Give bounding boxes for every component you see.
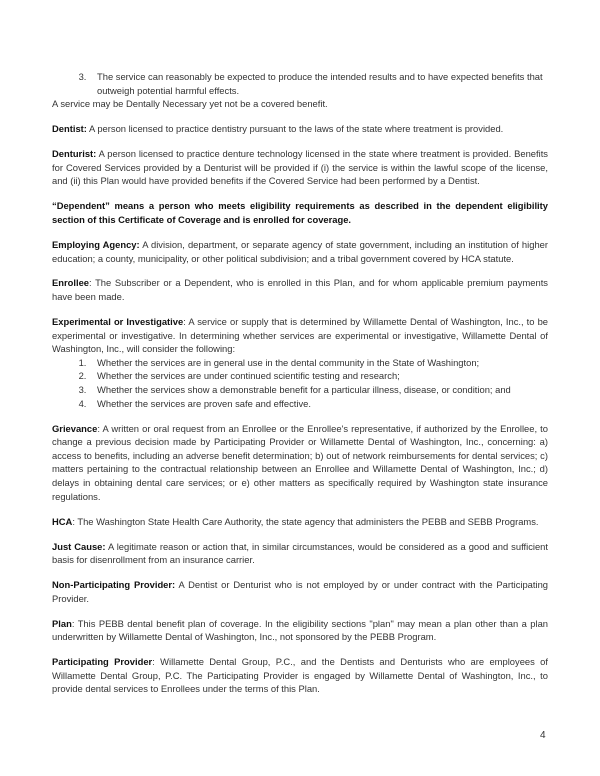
definition-paragraph (52, 617, 548, 644)
definition-paragraph (52, 422, 548, 504)
definition-text: : The Subscriber or a Dependent, who is enrolled in this Plan, and for whom applicable premium payments have been made. (52, 277, 548, 303)
definition-paragraph (52, 199, 548, 226)
definition-term: Denturist: (52, 148, 97, 160)
definition-paragraph (52, 315, 548, 356)
definition-paragraph (52, 276, 548, 303)
dental-necessity-list (52, 70, 548, 97)
definition-term: Experimental or Investigative (52, 316, 184, 328)
definition-text: A person licensed to practice dentistry pursuant to the laws of the state where treatment is provided. (86, 123, 504, 135)
definition-term: Non-Participating Provider: (52, 579, 176, 591)
definition-term: Plan (52, 617, 72, 629)
definition-paragraph (52, 515, 548, 529)
definition-paragraph (52, 578, 548, 605)
definition-term: Participating Provider (52, 656, 153, 668)
definition-term: Dentist: (52, 123, 87, 135)
list-item: 1. Whether the services are in general use in the dental community in the State of Washington; (89, 356, 548, 370)
list-item: 3. The service can reasonably be expected to produce the intended results and to have expected benefits that outweigh potential harmful effects. (89, 70, 548, 97)
definition-text: A legitimate reason or action that, in similar circumstances, would be considered as a good and sufficient basis for disenrollment from an insurance carrier. (52, 540, 548, 566)
definitions-list (52, 122, 548, 696)
intro-note: A service may be Dentally Necessary yet not be a covered benefit. (52, 98, 328, 110)
definition-text: A person licensed to practice denture technology licensed in the state where treatment is provided. Benefits for Covered Services provided by a Denturist will be provided if (i) the service is within the lawful scope of the license, and (ii) this Plan would have provided benefits if the Covered Service had been performed by a Dentist. (52, 148, 548, 187)
document-page (52, 70, 548, 707)
definition-text: : This PEBB dental benefit plan of coverage. In the eligibility sections "plan" may mean a plan other than a plan underwritten by Willamette Dental of Washington, Inc., not sponsored by the PEBB Program. (52, 617, 548, 643)
definition-paragraph (52, 655, 548, 696)
page-number: 4 (540, 730, 546, 741)
definition-text: : A service or supply that is determined by Willamette Dental of Washington, Inc., to be experimental or investigative. In determining whether services are experimental or investigative, Willamette Dental of Washington, Inc., will consider the following: (52, 316, 548, 355)
definition-term: Enrollee (52, 277, 89, 289)
definition-term: “Dependent” means a person who meets eligibility requirements as described in the dependent eligibility section of this Certificate of Coverage and is enrolled for coverage. (52, 200, 548, 225)
definition-text: A division, department, or separate agency of state government, including an institution of higher education; a county, municipality, or other political subdivision; and a tribal government covered by HCA statute. (52, 238, 548, 264)
definition-term: Employing Agency: (52, 238, 140, 250)
definition-term: Just Cause: (52, 540, 106, 552)
list-item: 4. Whether the services are proven safe and effective. (89, 397, 548, 411)
definition-paragraph (52, 238, 548, 265)
definition-term: HCA (52, 515, 73, 527)
list-item: 2. Whether the services are under continued scientific testing and research; (89, 369, 548, 383)
criteria-list (52, 356, 548, 410)
definition-text: A Dentist or Denturist who is not employed by or under contract with the Participating Provider. (52, 579, 549, 604)
definition-paragraph (52, 540, 548, 567)
definition-term: Grievance (52, 422, 98, 434)
list-item: 3. Whether the services show a demonstrable benefit for a particular illness, disease, or condition; and (89, 383, 548, 397)
definition-text: : The Washington State Health Care Authority, the state agency that administers the PEBB and SEBB Programs. (72, 515, 539, 527)
definition-text: : Willamette Dental Group, P.C., and the Dentists and Denturists who are employees of Willamette Dental Group, P.C. The Participating Provider is engaged by Willamette Dental of Washington, Inc., to provide dental services to Enrollees under the terms of this Plan. (52, 656, 548, 695)
definition-paragraph (52, 147, 548, 188)
definition-text: : A written or oral request from an Enrollee or the Enrollee's representative, if authorized by the Enrollee, to change a previous decision made by Participating Provider or Willamette Dental of Washington, Inc., concerning: a) access to benefits, including an adverse benefit determination; b) out of network reimbursements for dental services; c) matters pertaining to the contractual relationship between an Enrollee and Willamette Dental of Washington, Inc.; d) delays in obtaining dental care services; or e) other matters as specifically required by Washington state insurance regulations. (52, 422, 548, 502)
definition-paragraph (52, 122, 548, 136)
